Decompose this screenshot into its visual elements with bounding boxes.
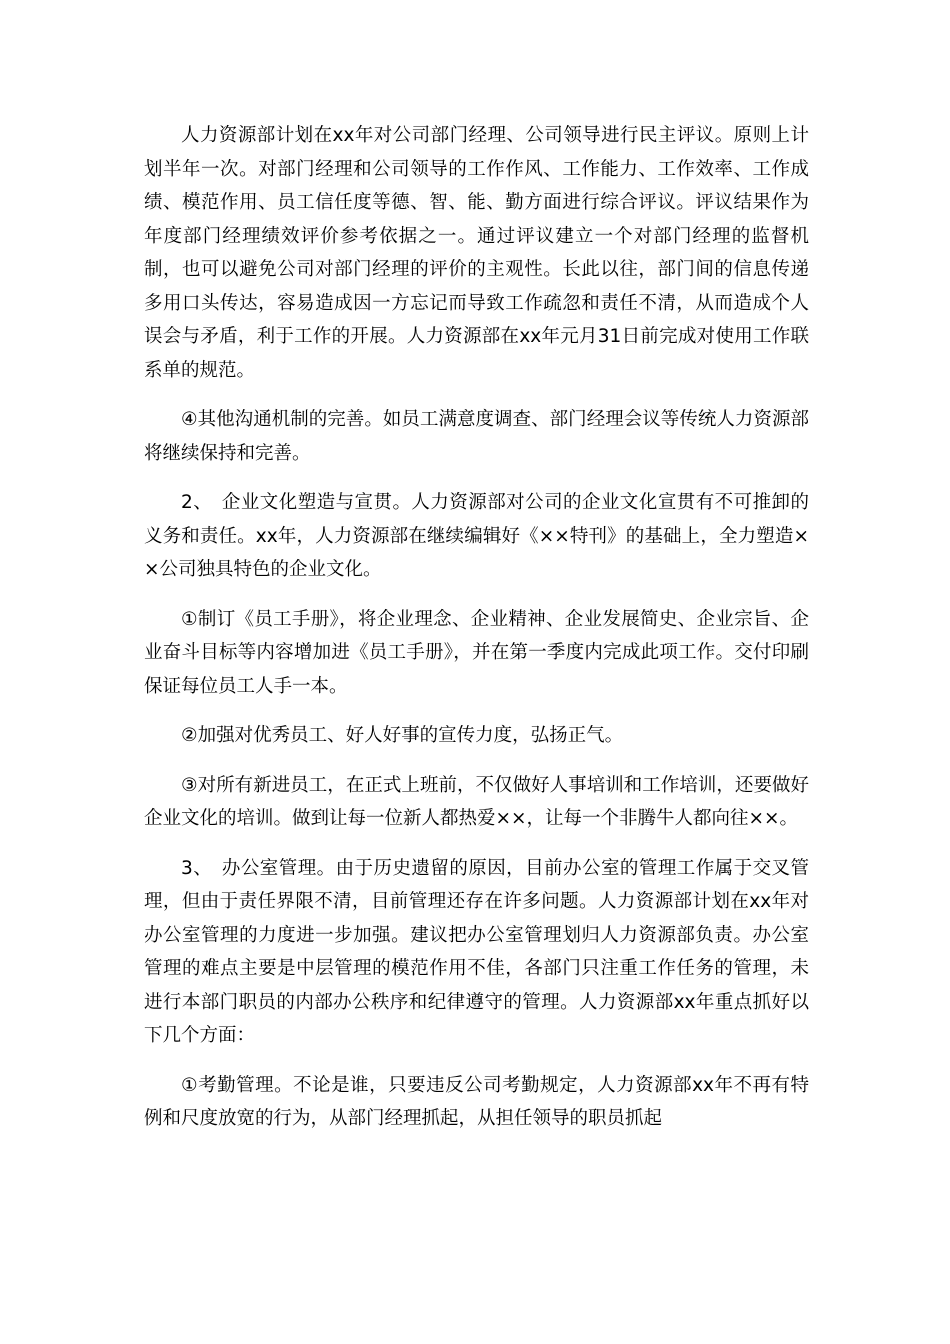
- paragraph-other-communication: ④其他沟通机制的完善。如员工满意度调查、部门经理会议等传统人力资源部将继续保持和完善。: [144, 409, 809, 464]
- paragraph-new-employee-training: ③对所有新进员工，在正式上班前，不仅做好人事培训和工作培训，还要做好企业文化的培训。做到让每一位新人都热爱××，让每一个非腾牛人都向往××。: [144, 774, 809, 829]
- document-body: [144, 119, 809, 1152]
- paragraph-employee-handbook: ①制订《员工手册》，将企业理念、企业精神、企业发展简史、企业宗旨、企业奋斗目标等内容增加进《员工手册》，并在第一季度内完成此项工作。交付印刷保证每位员工人手一本。: [144, 608, 809, 697]
- paragraph-democratic-review: 人力资源部计划在xx年对公司部门经理、公司领导进行民主评议。原则上计划半年一次。对部门经理和公司领导的工作作风、工作能力、工作效率、工作成绩、模范作用、员工信任度等德、智、能、勤方面进行综合评议。评议结果作为年度部门经理绩效评价参考依据之一。通过评议建立一个对部门经理的监督机制，也可以避免公司对部门经理的评价的主观性。长此以往，部门间的信息传递多用口头传达，容易造成因一方忘记而导致工作疏忽和责任不清，从而造成个人误会与矛盾，利于工作的开展。人力资源部在xx年元月31日前完成对使用工作联系单的规范。: [144, 125, 809, 381]
- paragraph-office-management: 3、 办公室管理。由于历史遗留的原因，目前办公室的管理工作属于交叉管理，但由于责任界限不清，目前管理还存在许多问题。人力资源部计划在xx年对办公室管理的力度进一步加强。建议把办公室管理划归人力资源部负责。办公室管理的难点主要是中层管理的模范作用不佳，各部门只注重工作任务的管理，未进行本部门职员的内部办公秩序和纪律遵守的管理。人力资源部xx年重点抓好以下几个方面：: [144, 857, 809, 1046]
- paragraph-publicity: ②加强对优秀员工、好人好事的宣传力度，弘扬正气。: [181, 725, 624, 746]
- paragraph-attendance: ①考勤管理。不论是谁，只要违反公司考勤规定，人力资源部xx年不再有特例和尺度放宽的行为，从部门经理抓起，从担任领导的职员抓起: [144, 1074, 809, 1129]
- paragraph-corporate-culture: 2、 企业文化塑造与宣贯。人力资源部对公司的企业文化宣贯有不可推卸的义务和责任。xx年，人力资源部在继续编辑好《××特刊》的基础上，全力塑造××公司独具特色的企业文化。: [144, 492, 809, 580]
